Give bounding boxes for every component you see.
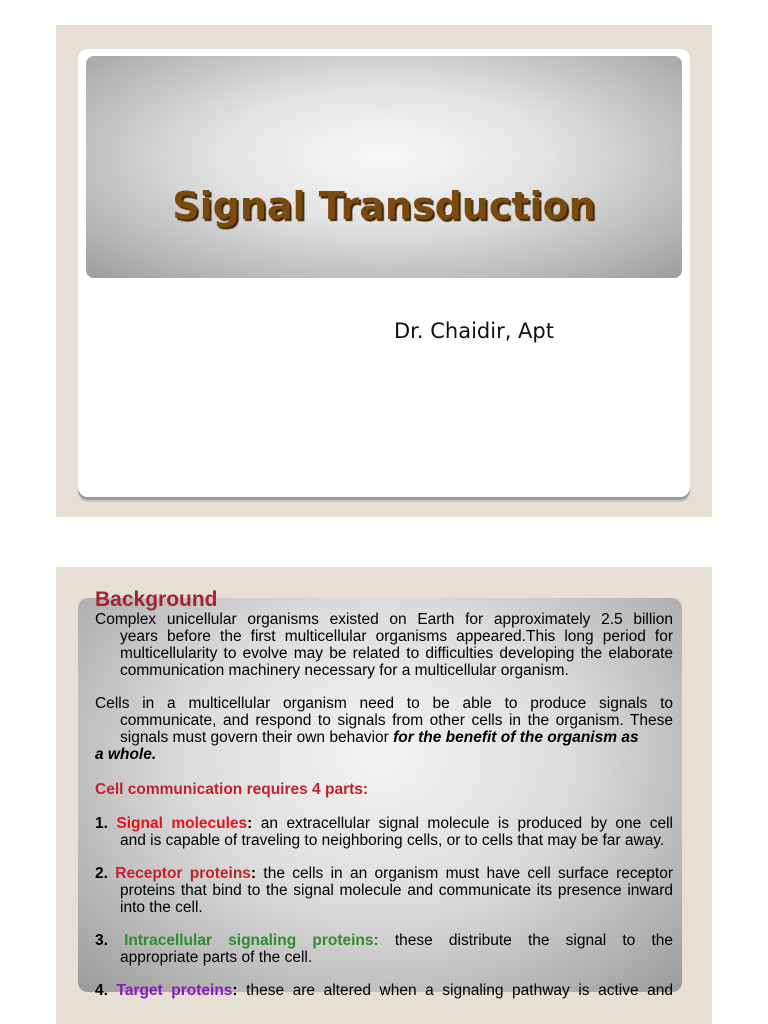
item-colon: : <box>250 865 257 882</box>
list-item <box>95 932 673 966</box>
item-term: Intracellular signaling proteins: <box>124 932 379 949</box>
list-item-line <box>95 932 673 949</box>
title-banner <box>86 56 682 278</box>
list-item-line <box>95 815 673 832</box>
list-item-line <box>95 982 673 999</box>
list-item <box>95 865 673 916</box>
slide-title: Signal Transduction <box>172 184 596 228</box>
list-item-line <box>95 865 673 882</box>
emphasis-text-end: a whole. <box>95 746 157 763</box>
item-continuation: and is capable of traveling to neighboring cells, or to cells that may be far away. <box>120 832 665 849</box>
item-text: the cells in an organism must have cell surface receptor <box>256 865 674 882</box>
item-number: 2. <box>95 865 108 882</box>
item-number: 4. <box>95 982 108 999</box>
paragraph-history <box>95 611 673 679</box>
item-text: these are altered when a signaling pathway is active and <box>237 982 673 999</box>
paragraph-signals <box>95 695 673 763</box>
item-term: Receptor proteins <box>115 865 251 882</box>
title-slide-card <box>78 49 690 497</box>
list-item <box>95 982 673 999</box>
item-colon: : <box>232 982 238 999</box>
title-slide <box>56 25 712 517</box>
paragraph-text: communicate, and respond to signals from other cells in the organism. These signals must govern their own behavior <box>120 712 673 746</box>
item-text: these distribute the signal to the <box>378 932 673 949</box>
item-number: 3. <box>95 932 108 949</box>
item-term: Signal molecules <box>116 815 248 832</box>
item-text: an extracellular signal molecule is produced by one cell <box>252 815 673 832</box>
background-slide <box>56 567 712 1024</box>
item-continuation: proteins that bind to the signal molecule and communicate its presence inward into the cell. <box>120 882 673 916</box>
section-heading: Background <box>95 588 218 611</box>
author-name: Dr. Chaidir, Apt <box>394 319 554 343</box>
paragraph-continuation <box>95 712 673 746</box>
list-item <box>95 815 673 849</box>
item-continuation: appropriate parts of the cell. <box>120 949 313 966</box>
paragraph-continuation: years before the first multicellular organisms appeared.This long period for multicellularity to evolve may be related to difficulties developing the elaborate communication machinery necessary for a multicellular organism. <box>120 628 673 679</box>
requirements-heading: Cell communication requires 4 parts: <box>95 781 369 798</box>
item-number: 1. <box>95 815 108 832</box>
slide-body <box>95 611 673 1015</box>
paragraph-line: Cells in a multicellular organism need to be able to produce signals to <box>95 695 673 712</box>
item-term: Target proteins <box>116 982 233 999</box>
paragraph-line: Complex unicellular organisms existed on Earth for approximately 2.5 billion <box>95 611 673 628</box>
emphasis-text: for the benefit of the organism as <box>393 729 639 746</box>
item-colon: : <box>247 815 253 832</box>
